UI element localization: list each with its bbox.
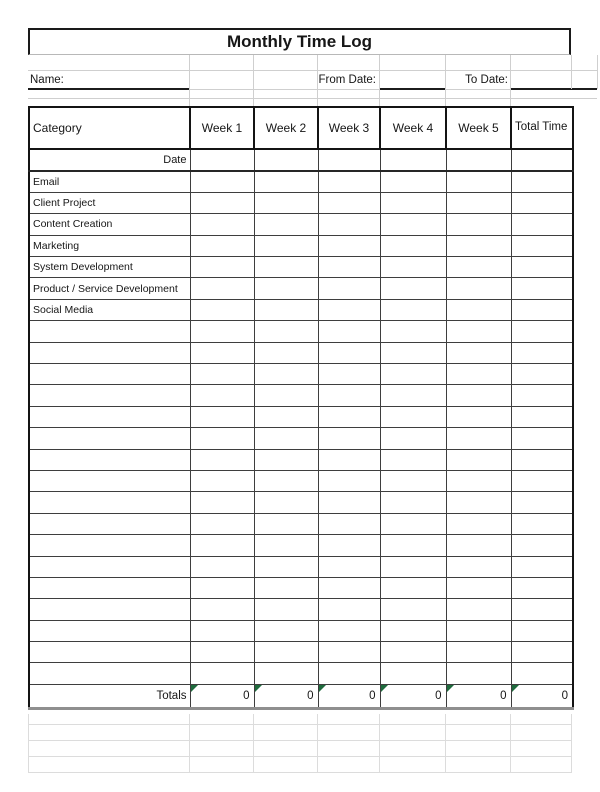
time-cell[interactable] [380, 192, 446, 213]
name-field-underline[interactable] [28, 88, 189, 90]
time-cell[interactable] [511, 385, 573, 406]
empty-row [29, 470, 573, 491]
empty-row [29, 449, 573, 470]
header-cell-week-1: Week 1 [190, 107, 254, 149]
time-cell[interactable] [446, 342, 511, 363]
time-cell[interactable] [190, 620, 254, 641]
category-cell: Marketing [29, 235, 190, 256]
total-value-cell [446, 684, 511, 708]
time-cell[interactable] [380, 556, 446, 577]
time-cell[interactable] [380, 278, 446, 299]
time-cell[interactable] [446, 642, 511, 663]
time-cell[interactable] [190, 428, 254, 449]
title-box [28, 28, 571, 55]
time-cell[interactable] [380, 171, 446, 192]
time-cell[interactable] [254, 342, 318, 363]
time-cell[interactable] [254, 385, 318, 406]
time-cell[interactable] [446, 257, 511, 278]
header-cell-week-5: Week 5 [446, 107, 511, 149]
time-cell[interactable] [318, 214, 380, 235]
time-cell[interactable] [254, 642, 318, 663]
total-value-cell [254, 684, 318, 708]
time-cell[interactable] [254, 535, 318, 556]
time-cell[interactable] [446, 321, 511, 342]
time-cell[interactable] [254, 599, 318, 620]
time-cell[interactable] [254, 364, 318, 385]
gridline [28, 70, 597, 71]
time-cell[interactable] [446, 513, 511, 534]
formula-indicator-icon [512, 685, 519, 692]
table-row [29, 299, 573, 320]
table-row [29, 278, 573, 299]
category-cell[interactable] [29, 406, 190, 427]
time-cell[interactable] [318, 642, 380, 663]
time-cell[interactable] [511, 513, 573, 534]
empty-row [29, 406, 573, 427]
time-cell[interactable] [190, 192, 254, 213]
time-cell[interactable] [380, 385, 446, 406]
category-cell[interactable] [29, 342, 190, 363]
time-cell[interactable] [446, 428, 511, 449]
time-cell[interactable] [190, 321, 254, 342]
time-cell[interactable] [446, 449, 511, 470]
time-cell[interactable] [190, 299, 254, 320]
time-cell[interactable] [511, 428, 573, 449]
time-cell[interactable] [446, 385, 511, 406]
time-cell[interactable] [318, 556, 380, 577]
time-cell[interactable] [318, 492, 380, 513]
time-cell[interactable] [446, 214, 511, 235]
time-cell[interactable] [254, 257, 318, 278]
total-value: 0 [307, 689, 314, 702]
time-cell[interactable] [318, 470, 380, 491]
time-cell[interactable] [380, 492, 446, 513]
time-cell[interactable] [318, 171, 380, 192]
total-value-cell [190, 684, 254, 708]
time-cell[interactable] [446, 492, 511, 513]
total-value: 0 [435, 689, 442, 702]
empty-row [29, 492, 573, 513]
time-cell[interactable] [190, 470, 254, 491]
category-cell[interactable] [29, 470, 190, 491]
empty-row [29, 364, 573, 385]
time-cell[interactable] [318, 599, 380, 620]
empty-row [29, 620, 573, 641]
time-cell[interactable] [380, 428, 446, 449]
header-cell-week-4: Week 4 [380, 107, 446, 149]
empty-row [29, 556, 573, 577]
time-cell[interactable] [318, 406, 380, 427]
to-date-underline[interactable] [510, 88, 597, 90]
time-cell[interactable] [190, 663, 254, 684]
total-value: 0 [243, 689, 250, 702]
empty-row [29, 513, 573, 534]
time-cell[interactable] [380, 513, 446, 534]
gridline [445, 714, 446, 772]
formula-indicator-icon [381, 685, 388, 692]
time-cell[interactable] [380, 449, 446, 470]
time-cell[interactable] [318, 321, 380, 342]
time-cell[interactable] [254, 321, 318, 342]
time-cell[interactable] [380, 577, 446, 598]
time-cell[interactable] [511, 406, 573, 427]
time-cell[interactable] [254, 620, 318, 641]
category-cell[interactable] [29, 428, 190, 449]
time-cell[interactable] [380, 406, 446, 427]
time-cell[interactable] [446, 364, 511, 385]
category-cell[interactable] [29, 364, 190, 385]
total-value-cell [511, 684, 573, 708]
time-cell[interactable] [511, 642, 573, 663]
time-cell[interactable] [380, 535, 446, 556]
table-row [29, 192, 573, 213]
total-value-cell [380, 684, 446, 708]
page-title: Monthly Time Log [226, 32, 373, 51]
category-cell[interactable] [29, 385, 190, 406]
gridline [571, 714, 572, 772]
gridline [28, 98, 597, 99]
time-cell[interactable] [190, 535, 254, 556]
category-cell: Email [29, 171, 190, 192]
time-cell[interactable] [446, 556, 511, 577]
date-cell[interactable] [380, 149, 446, 171]
time-cell[interactable] [511, 235, 573, 256]
time-cell[interactable] [511, 535, 573, 556]
gridline [28, 724, 572, 725]
time-cell[interactable] [254, 235, 318, 256]
time-cell[interactable] [254, 556, 318, 577]
empty-row [29, 321, 573, 342]
empty-row [29, 385, 573, 406]
formula-indicator-icon [447, 685, 454, 692]
from-date-underline[interactable] [379, 88, 446, 90]
time-cell[interactable] [318, 257, 380, 278]
time-cell[interactable] [380, 235, 446, 256]
empty-row [29, 577, 573, 598]
gridline [510, 714, 511, 772]
time-cell[interactable] [254, 663, 318, 684]
time-cell[interactable] [511, 620, 573, 641]
time-cell[interactable] [446, 171, 511, 192]
time-cell[interactable] [318, 385, 380, 406]
time-cell[interactable] [380, 642, 446, 663]
header-cell-total-time: Total Time [511, 107, 573, 149]
time-cell[interactable] [380, 364, 446, 385]
time-cell[interactable] [254, 470, 318, 491]
time-cell[interactable] [190, 257, 254, 278]
category-cell: Product / Service Development [29, 278, 190, 299]
time-cell[interactable] [190, 214, 254, 235]
category-cell: System Development [29, 257, 190, 278]
category-cell[interactable] [29, 492, 190, 513]
total-value: 0 [369, 689, 376, 702]
time-cell[interactable] [446, 278, 511, 299]
gridline [28, 740, 572, 741]
time-cell[interactable] [511, 278, 573, 299]
time-cell[interactable] [254, 192, 318, 213]
time-cell[interactable] [190, 235, 254, 256]
time-cell[interactable] [190, 492, 254, 513]
name-field-label: Name: [30, 74, 64, 86]
time-cell[interactable] [446, 577, 511, 598]
empty-row [29, 642, 573, 663]
category-cell[interactable] [29, 663, 190, 684]
time-cell[interactable] [511, 321, 573, 342]
category-cell: Social Media [29, 299, 190, 320]
time-log-table [28, 106, 574, 710]
time-cell[interactable] [511, 342, 573, 363]
time-cell[interactable] [511, 470, 573, 491]
header-cell-week-3: Week 3 [318, 107, 380, 149]
formula-indicator-icon [319, 685, 326, 692]
date-row [29, 149, 573, 171]
table-row [29, 235, 573, 256]
time-cell[interactable] [446, 192, 511, 213]
time-cell[interactable] [511, 364, 573, 385]
time-cell[interactable] [190, 385, 254, 406]
time-cell[interactable] [254, 214, 318, 235]
time-cell[interactable] [318, 192, 380, 213]
time-cell[interactable] [380, 342, 446, 363]
time-cell[interactable] [446, 535, 511, 556]
time-cell[interactable] [380, 214, 446, 235]
time-cell[interactable] [380, 620, 446, 641]
time-cell[interactable] [446, 620, 511, 641]
time-cell[interactable] [190, 513, 254, 534]
to-date-label: To Date: [465, 74, 508, 86]
time-cell[interactable] [190, 406, 254, 427]
time-cell[interactable] [318, 620, 380, 641]
time-cell[interactable] [511, 577, 573, 598]
gridline [571, 55, 572, 89]
time-cell[interactable] [446, 470, 511, 491]
gridline [189, 89, 379, 90]
time-cell[interactable] [318, 428, 380, 449]
gridline [317, 714, 318, 772]
time-cell[interactable] [254, 171, 318, 192]
gridline [28, 772, 572, 773]
empty-row [29, 428, 573, 449]
time-cell[interactable] [190, 342, 254, 363]
time-cell[interactable] [190, 364, 254, 385]
time-cell[interactable] [190, 278, 254, 299]
time-cell[interactable] [511, 663, 573, 684]
category-cell[interactable] [29, 556, 190, 577]
empty-row [29, 599, 573, 620]
time-cell[interactable] [318, 663, 380, 684]
time-cell[interactable] [380, 299, 446, 320]
gridline [28, 714, 29, 772]
time-cell[interactable] [190, 577, 254, 598]
totals-label: Totals [29, 684, 190, 708]
time-cell[interactable] [254, 406, 318, 427]
time-cell[interactable] [190, 171, 254, 192]
gridline [445, 89, 510, 90]
totals-row [29, 684, 573, 708]
time-cell[interactable] [511, 299, 573, 320]
gridline [379, 714, 380, 772]
gridline [28, 756, 572, 757]
time-cell[interactable] [190, 556, 254, 577]
time-cell[interactable] [380, 321, 446, 342]
gridline [253, 714, 254, 772]
time-cell[interactable] [446, 299, 511, 320]
gridline [597, 55, 598, 89]
gridline [189, 714, 190, 772]
category-cell[interactable] [29, 321, 190, 342]
time-cell[interactable] [318, 299, 380, 320]
time-cell[interactable] [511, 214, 573, 235]
time-cell[interactable] [254, 428, 318, 449]
time-cell[interactable] [380, 663, 446, 684]
empty-row [29, 535, 573, 556]
formula-indicator-icon [255, 685, 262, 692]
time-cell[interactable] [380, 470, 446, 491]
table-row [29, 171, 573, 192]
empty-row [29, 342, 573, 363]
category-cell[interactable] [29, 599, 190, 620]
time-cell[interactable] [254, 278, 318, 299]
date-row-label: Date [29, 149, 190, 171]
time-cell[interactable] [254, 299, 318, 320]
time-cell[interactable] [318, 449, 380, 470]
header-cell-category: Category [29, 107, 190, 149]
time-cell[interactable] [511, 257, 573, 278]
date-cell[interactable] [446, 149, 511, 171]
time-cell[interactable] [446, 406, 511, 427]
category-cell: Client Project [29, 192, 190, 213]
category-cell[interactable] [29, 535, 190, 556]
time-cell[interactable] [254, 577, 318, 598]
time-cell[interactable] [511, 556, 573, 577]
time-cell[interactable] [190, 449, 254, 470]
category-cell[interactable] [29, 577, 190, 598]
category-cell[interactable] [29, 642, 190, 663]
time-cell[interactable] [511, 492, 573, 513]
header-cell-week-2: Week 2 [254, 107, 318, 149]
time-cell[interactable] [318, 235, 380, 256]
time-cell[interactable] [511, 599, 573, 620]
time-cell[interactable] [446, 235, 511, 256]
table-row [29, 257, 573, 278]
formula-indicator-icon [191, 685, 198, 692]
time-cell[interactable] [190, 599, 254, 620]
time-cell[interactable] [380, 599, 446, 620]
time-cell[interactable] [511, 171, 573, 192]
time-cell[interactable] [511, 192, 573, 213]
date-cell[interactable] [318, 149, 380, 171]
time-cell[interactable] [318, 364, 380, 385]
time-cell[interactable] [380, 257, 446, 278]
time-cell[interactable] [254, 449, 318, 470]
time-cell[interactable] [511, 449, 573, 470]
total-value: 0 [561, 689, 568, 702]
category-cell: Content Creation [29, 214, 190, 235]
time-cell[interactable] [254, 513, 318, 534]
table-row [29, 214, 573, 235]
time-cell[interactable] [254, 492, 318, 513]
from-date-label: From Date: [318, 74, 376, 86]
time-cell[interactable] [318, 278, 380, 299]
header-row [29, 107, 573, 149]
total-value: 0 [500, 689, 507, 702]
category-cell[interactable] [29, 620, 190, 641]
time-cell[interactable] [446, 599, 511, 620]
date-cell[interactable] [511, 149, 573, 171]
date-cell[interactable] [190, 149, 254, 171]
time-cell[interactable] [318, 513, 380, 534]
date-cell[interactable] [254, 149, 318, 171]
time-cell[interactable] [446, 663, 511, 684]
total-value-cell [318, 684, 380, 708]
time-cell[interactable] [190, 642, 254, 663]
time-cell[interactable] [318, 535, 380, 556]
time-cell[interactable] [318, 577, 380, 598]
category-cell[interactable] [29, 449, 190, 470]
time-cell[interactable] [318, 342, 380, 363]
category-cell[interactable] [29, 513, 190, 534]
empty-row [29, 663, 573, 684]
